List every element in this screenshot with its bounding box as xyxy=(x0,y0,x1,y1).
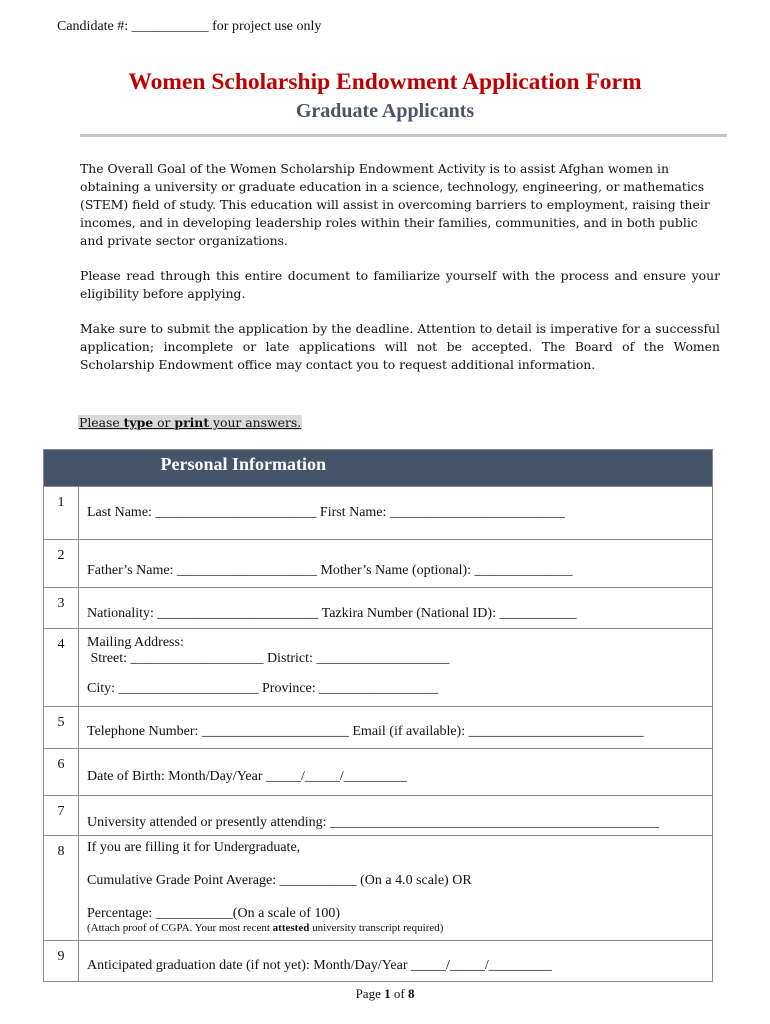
transcript-note-text: university transcript required) xyxy=(309,922,444,934)
row-number: 5 xyxy=(44,707,79,749)
page-number: 1 xyxy=(384,986,391,1001)
city-province-line[interactable]: City: ____________________ Province: _________________ xyxy=(87,681,439,696)
section-title: Personal Information xyxy=(79,450,713,487)
date-of-birth-line[interactable]: Date of Birth: Month/Day/Year _____/_____/_________ xyxy=(87,769,407,784)
personal-information-table xyxy=(43,449,713,982)
answer-instruction xyxy=(78,415,302,430)
street-district-line[interactable]: Street: ___________________ District: ___________________ xyxy=(87,651,450,666)
row-number: 3 xyxy=(44,588,79,629)
transcript-note-attested: attested xyxy=(272,922,310,934)
row-number: 6 xyxy=(44,749,79,796)
form-row xyxy=(44,796,713,836)
phone-email-line[interactable]: Telephone Number: _____________________ Email (if available): _________________________ xyxy=(87,724,644,739)
row-number: 4 xyxy=(44,629,79,707)
section-header-spacer xyxy=(44,450,79,487)
instruction-text: or xyxy=(153,415,175,430)
percentage-line[interactable]: Percentage: ___________(On a scale of 100) xyxy=(87,906,341,921)
row-number: 7 xyxy=(44,796,79,836)
university-field-cell[interactable] xyxy=(79,796,713,836)
row-number: 2 xyxy=(44,540,79,588)
form-row xyxy=(44,707,713,749)
instruction-type: type xyxy=(123,415,154,430)
form-subtitle: Graduate Applicants xyxy=(295,100,475,122)
dob-field-cell[interactable] xyxy=(79,749,713,796)
undergraduate-label: If you are filling it for Undergraduate, xyxy=(87,840,301,855)
parents-field-cell[interactable] xyxy=(79,540,713,588)
transcript-note xyxy=(87,922,712,934)
address-field-cell[interactable] xyxy=(79,629,713,707)
candidate-number-label: Candidate #: ___________ for project use only xyxy=(57,19,322,34)
contact-field-cell[interactable] xyxy=(79,707,713,749)
mailing-address-label: Mailing Address: xyxy=(87,635,184,650)
name-field-cell[interactable] xyxy=(79,487,713,540)
university-line[interactable]: University attended or presently attending: _______________________________________________ xyxy=(87,815,659,830)
graduation-date-line[interactable]: Anticipated graduation date (if not yet): Month/Day/Year _____/_____/_________ xyxy=(87,958,552,973)
parents-field-line[interactable]: Father’s Name: ____________________ Mother’s Name (optional): ______________ xyxy=(87,563,573,578)
section-header-row xyxy=(44,450,713,487)
instruction-text: Please xyxy=(79,415,124,430)
intro-paragraph-deadline: Make sure to submit the application by the deadline. Attention to detail is imperative for a successful application; incomplete or late applications will not be accepted. The Board of the Women Scholarship Endowment office may contact you to request additional information. xyxy=(80,321,720,372)
form-title: Women Scholarship Endowment Application Form xyxy=(128,69,642,95)
row-number: 1 xyxy=(44,487,79,540)
transcript-note-text: (Attach proof of CGPA. Your most recent xyxy=(87,922,273,934)
page-footer xyxy=(0,986,770,1002)
form-row xyxy=(44,836,713,941)
intro-paragraph-goal: The Overall Goal of the Women Scholarship Endowment Activity is to assist Afghan women in obtaining a university or graduate education in a science, technology, engineering, or mathematics (STEM) field of study. This education will assist in overcoming barriers to employment, raising their incomes, and in developing leadership roles within their families, communities, and in both public and private sector organizations. xyxy=(80,161,710,248)
instruction-text: your answers. xyxy=(209,415,302,430)
row-number: 8 xyxy=(44,836,79,941)
gpa-field-cell[interactable] xyxy=(79,836,713,941)
form-row xyxy=(44,629,713,707)
form-row xyxy=(44,749,713,796)
nationality-field-cell[interactable] xyxy=(79,588,713,629)
nationality-field-line[interactable]: Nationality: _______________________ Tazkira Number (National ID): ___________ xyxy=(87,606,577,621)
page-word: Page xyxy=(355,986,385,1001)
cgpa-line[interactable]: Cumulative Grade Point Average: ___________ (On a 4.0 scale) OR xyxy=(87,873,472,888)
row-number: 9 xyxy=(44,941,79,982)
intro-paragraph-read: Please read through this entire document to familiarize yourself with the process and ensure your eligibility before applying. xyxy=(80,268,720,301)
form-row xyxy=(44,487,713,540)
page-total: 8 xyxy=(407,986,415,1001)
name-field-line[interactable]: Last Name: _______________________ First Name: _________________________ xyxy=(87,505,565,520)
form-row xyxy=(44,588,713,629)
graduation-field-cell[interactable] xyxy=(79,941,713,982)
form-row xyxy=(44,540,713,588)
title-divider xyxy=(80,134,727,137)
instruction-print: print xyxy=(174,415,210,430)
form-row xyxy=(44,941,713,982)
of-word: of xyxy=(390,986,408,1001)
